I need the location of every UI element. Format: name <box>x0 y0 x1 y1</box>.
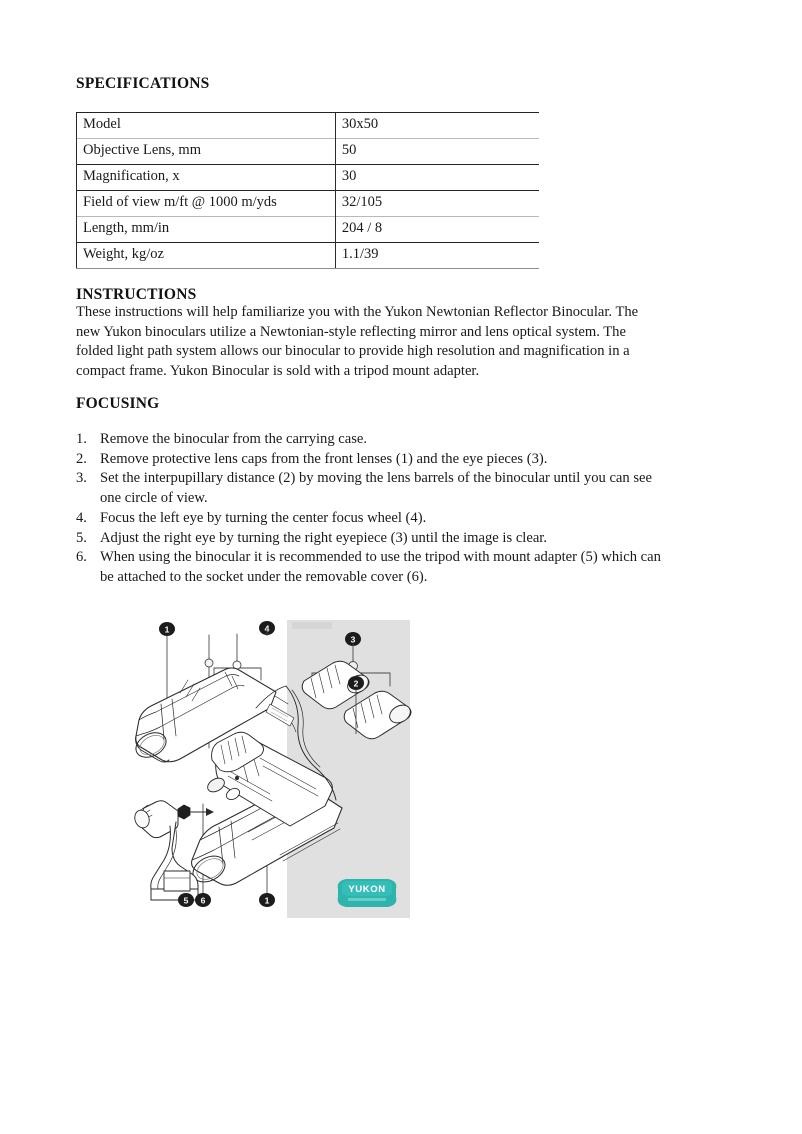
table-row <box>77 139 540 165</box>
list-item-text: Adjust the right eye by turning the right eyepiece (3) until the image is clear. <box>100 529 548 546</box>
callout-1 <box>159 622 175 636</box>
list-item <box>76 469 666 508</box>
list-item-number: 5. <box>76 529 87 546</box>
list-item <box>76 430 666 450</box>
yukon-logo <box>338 879 397 907</box>
focusing-heading: FOCUSING <box>76 395 160 412</box>
table-row <box>77 217 540 243</box>
callout-6 <box>195 893 211 907</box>
callout-5 <box>178 893 194 907</box>
spec-value: 30x50 <box>335 113 539 139</box>
table-row <box>77 243 540 269</box>
focusing-steps-list <box>76 430 666 588</box>
callout-2 <box>348 676 364 690</box>
svg-text:5: 5 <box>183 895 189 906</box>
list-item-number: 3. <box>76 470 87 487</box>
list-item-number: 1. <box>76 431 87 447</box>
list-item-text: Set the interpupillary distance (2) by moving the lens barrels of the binocular until you can see one circle of view. <box>100 470 652 507</box>
spec-label: Field of view m/ft @ 1000 m/yds <box>77 191 336 217</box>
list-item-text: Focus the left eye by turning the center focus wheel (4). <box>100 509 427 526</box>
svg-text:1: 1 <box>264 895 270 906</box>
list-item-text: Remove protective lens caps from the front lenses (1) and the eye pieces (3). <box>100 450 548 467</box>
instructions-heading: INSTRUCTIONS <box>76 286 197 303</box>
spec-label: Objective Lens, mm <box>77 139 336 165</box>
spec-value: 32/105 <box>335 191 539 217</box>
list-item-number: 4. <box>76 509 87 526</box>
spec-label: Length, mm/in <box>77 217 336 243</box>
callout-1-lower <box>259 893 275 907</box>
table-row <box>77 191 540 217</box>
svg-text:3: 3 <box>350 634 356 645</box>
svg-text:YUKON: YUKON <box>348 884 386 895</box>
instructions-paragraph: These instructions will help familiarize you with the Yukon Newtonian Reflector Binocular. The new Yukon binoculars utilize a Newtonian-style reflecting mirror and lens optical system. The folded light path system allows our binocular to provide high resolution and magnification in a compact frame. Yukon Binocular is sold with a tripod mount adapter. <box>76 304 639 380</box>
list-item-text: When using the binocular it is recommended to use the tripod with mount adapter (5) which can be attached to the socket under the removable cover (6). <box>100 549 661 585</box>
svg-text:2: 2 <box>353 678 359 689</box>
svg-text:6: 6 <box>200 895 206 906</box>
list-item-number: 2. <box>76 450 87 467</box>
spec-label: Magnification, x <box>77 165 336 191</box>
list-item <box>76 529 666 549</box>
specifications-heading: SPECIFICATIONS <box>76 75 210 92</box>
list-item <box>76 450 666 470</box>
table-row <box>77 165 540 191</box>
spec-label: Model <box>77 113 336 139</box>
spec-label: Weight, kg/oz <box>77 243 336 269</box>
callout-3 <box>345 632 361 646</box>
binocular-diagram <box>120 608 420 928</box>
svg-text:4: 4 <box>264 623 270 634</box>
list-item <box>76 509 666 529</box>
specifications-table <box>76 112 539 269</box>
svg-text:1: 1 <box>164 624 170 635</box>
spec-value: 50 <box>335 139 539 165</box>
table-row <box>77 113 540 139</box>
list-item-text: Remove the binocular from the carrying case. <box>100 431 368 447</box>
list-item <box>76 548 666 587</box>
spec-value: 1.1/39 <box>335 243 539 269</box>
spec-value: 30 <box>335 165 539 191</box>
spec-value: 204 / 8 <box>335 217 539 243</box>
list-item-number: 6. <box>76 549 87 566</box>
